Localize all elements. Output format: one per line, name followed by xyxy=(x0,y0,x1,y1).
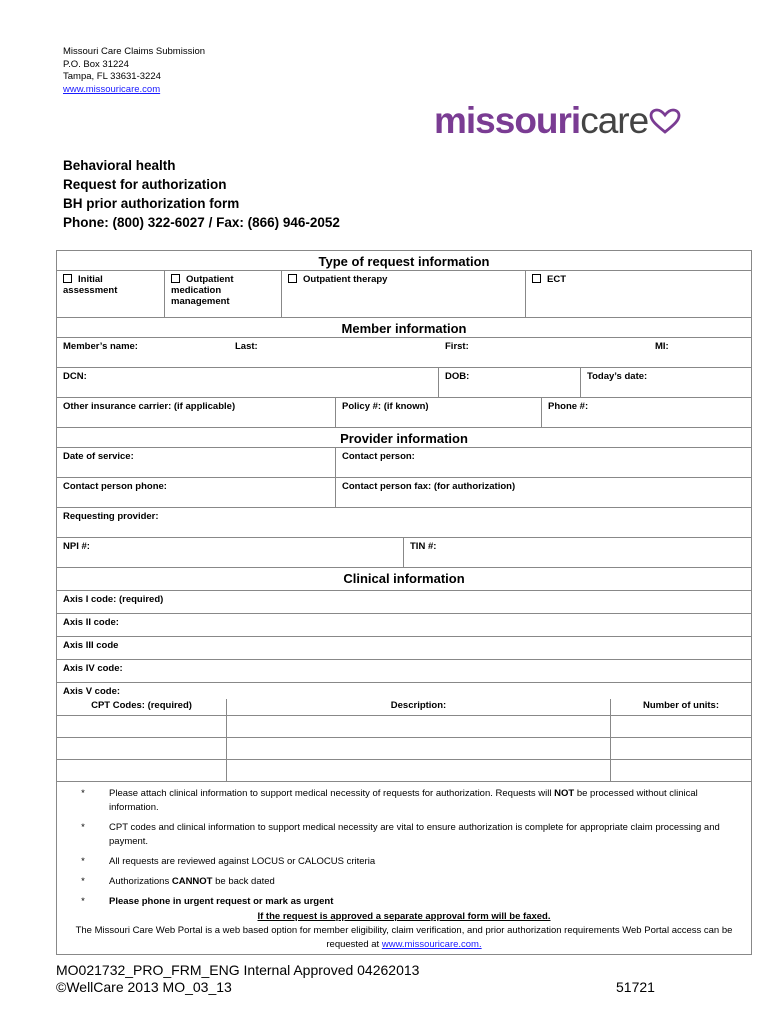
description-header: Description: xyxy=(227,699,611,715)
section-header: Member information xyxy=(57,318,751,338)
option-ect[interactable]: ECT xyxy=(526,271,751,317)
address-line: P.O. Box 31224 xyxy=(63,58,129,70)
todays-date-field[interactable]: Today’s date: xyxy=(587,371,648,382)
list-item: * CPT codes and clinical information to support medical necessity are vital to ensure authorization is complete for appropriate claim processing and payment. xyxy=(81,822,720,847)
notes-list xyxy=(57,782,751,909)
units-cell[interactable] xyxy=(611,716,751,737)
service-row xyxy=(57,448,751,478)
list-item: * Please attach clinical information to support medical necessity of requests for authorization. Requests will NOT be processed without clinical information. xyxy=(81,788,698,813)
cpt-header-row xyxy=(57,699,751,716)
heading-line: Request for authorization xyxy=(63,177,227,192)
option-outpatient-therapy[interactable]: Outpatient therapy xyxy=(282,271,526,317)
cpt-row xyxy=(57,760,751,782)
cpt-cell[interactable] xyxy=(57,760,227,781)
heading-line: Behavioral health xyxy=(63,158,176,173)
dob-field[interactable]: DOB: xyxy=(439,368,581,397)
units-cell[interactable] xyxy=(611,760,751,781)
other-insurance-field[interactable]: Other insurance carrier: (if applicable) xyxy=(57,398,336,427)
axis2-field[interactable]: Axis II code: xyxy=(63,617,119,628)
missouricare-logo: missouricare xyxy=(434,100,681,142)
axis3-row xyxy=(57,637,751,660)
contact-fax-field[interactable]: Contact person fax: (for authorization) xyxy=(342,481,516,492)
last-name-field[interactable]: Last: xyxy=(235,341,258,352)
address-block xyxy=(63,46,205,96)
option-outpatient-medication[interactable]: Outpatient medication management xyxy=(165,271,282,317)
footer xyxy=(56,962,656,996)
notes-section xyxy=(57,782,751,954)
member-name-label: Member’s name: xyxy=(63,341,138,352)
axis4-row xyxy=(57,660,751,683)
axis1-row xyxy=(57,591,751,614)
npi-tin-row xyxy=(57,538,751,568)
date-of-service-field[interactable]: Date of service: xyxy=(57,448,336,477)
requesting-provider-field[interactable]: Requesting provider: xyxy=(63,511,159,522)
list-item: * Authorizations CANNOT be back dated xyxy=(81,876,275,887)
axis5-row xyxy=(57,683,751,699)
address-line: Missouri Care Claims Submission xyxy=(63,46,206,57)
axis2-row xyxy=(57,614,751,637)
axis4-field[interactable]: Axis IV code: xyxy=(63,663,123,674)
cpt-header: CPT Codes: (required) xyxy=(57,699,227,715)
footer-line: MO021732_PRO_FRM_ENG Internal Approved 04262013 xyxy=(56,962,420,978)
requesting-provider-row xyxy=(57,508,751,538)
description-cell[interactable] xyxy=(227,716,611,737)
mi-field[interactable]: MI: xyxy=(655,341,669,352)
checkbox-icon[interactable] xyxy=(532,274,541,283)
member-name-row xyxy=(57,338,751,368)
phone-field[interactable]: Phone #: xyxy=(548,401,589,412)
axis5-field[interactable]: Axis V code: xyxy=(63,686,121,697)
checkbox-icon[interactable] xyxy=(288,274,297,283)
footer-line: ©WellCare 2013 MO_03_13 xyxy=(56,979,232,995)
cpt-row xyxy=(57,716,751,738)
heading-line: BH prior authorization form xyxy=(63,196,240,211)
dcn-field[interactable]: DCN: xyxy=(57,368,439,397)
description-cell[interactable] xyxy=(227,738,611,759)
npi-field[interactable]: NPI #: xyxy=(57,538,404,567)
urgent-note: If the request is approved a separate approval form will be faxed. xyxy=(257,911,551,922)
contact-phone-field[interactable]: Contact person phone: xyxy=(57,478,336,507)
cpt-cell[interactable] xyxy=(57,738,227,759)
contact-person-field[interactable]: Contact person: xyxy=(342,451,415,462)
heart-icon xyxy=(649,108,681,134)
address-line: Tampa, FL 33631-3224 xyxy=(63,71,161,82)
checkbox-icon[interactable] xyxy=(171,274,180,283)
portal-link[interactable]: www.missouricare.com. xyxy=(381,939,482,950)
description-cell[interactable] xyxy=(227,760,611,781)
insurance-row xyxy=(57,398,751,428)
request-type-row xyxy=(57,271,751,318)
dcn-row xyxy=(57,368,751,398)
cpt-row xyxy=(57,738,751,760)
section-header: Type of request information xyxy=(57,251,751,271)
section-header: Provider information xyxy=(57,428,751,448)
axis3-field[interactable]: Axis III code xyxy=(63,640,119,651)
form-heading xyxy=(63,156,340,232)
section-header: Clinical information xyxy=(57,568,751,591)
list-item: * Please phone in urgent request or mark as urgent xyxy=(81,896,334,907)
contact-row xyxy=(57,478,751,508)
tin-field[interactable]: TIN #: xyxy=(410,541,437,552)
units-cell[interactable] xyxy=(611,738,751,759)
phone-fax: Phone: (800) 322-6027 / Fax: (866) 946-2052 xyxy=(63,215,340,230)
authorization-form xyxy=(56,250,752,955)
cpt-cell[interactable] xyxy=(57,716,227,737)
policy-field[interactable]: Policy #: (if known) xyxy=(336,398,542,427)
axis1-field[interactable]: Axis I code: (required) xyxy=(63,594,164,605)
units-header: Number of units: xyxy=(643,700,719,711)
form-number: 51721 xyxy=(616,979,655,995)
checkbox-icon[interactable] xyxy=(63,274,72,283)
portal-note: The Missouri Care Web Portal is a web based option for member eligibility, claim verification, and prior authorization requirements Web Portal access can be requested at www.missouricare.com. xyxy=(75,925,733,950)
list-item: * All requests are reviewed against LOCUS or CALOCUS criteria xyxy=(81,856,376,867)
option-initial-assessment[interactable]: Initial assessment xyxy=(57,271,165,317)
website-link[interactable]: www.missouricare.com xyxy=(63,83,161,95)
first-name-field[interactable]: First: xyxy=(445,341,469,352)
